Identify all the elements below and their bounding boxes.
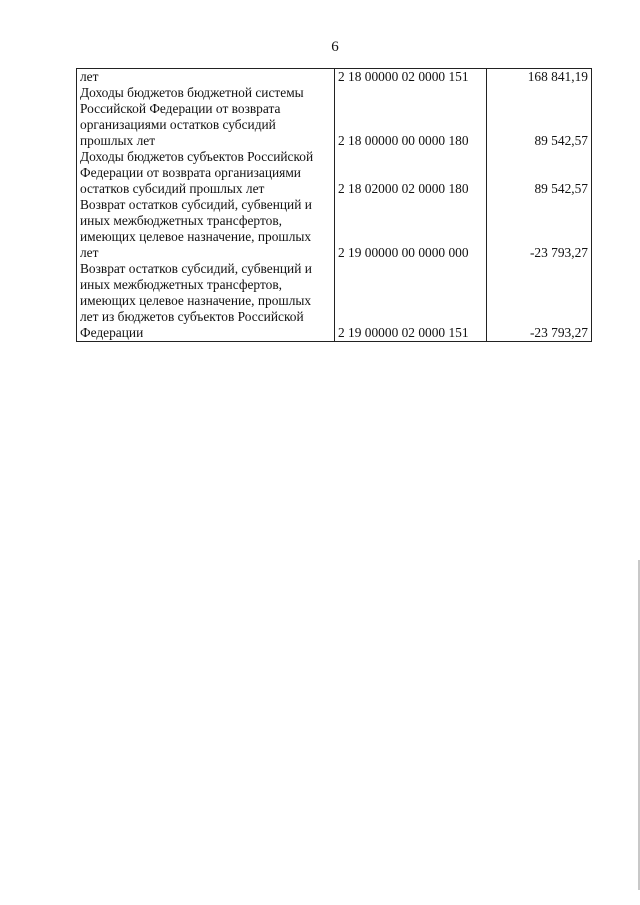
revenue-name-line: прошлых лет	[80, 133, 156, 148]
budget-code-cell: 2 19 00000 00 0000 000	[335, 197, 487, 261]
revenue-name-cell	[77, 85, 335, 149]
revenue-name-cell	[77, 261, 335, 342]
revenue-name-line: организациями остатков субсидий	[80, 117, 276, 132]
amount-cell: -23 793,27	[487, 197, 592, 261]
revenue-name-line: имеющих целевое назначение, прошлых	[80, 229, 312, 244]
revenue-name-line: Доходы бюджетов субъектов Российской	[80, 149, 314, 164]
revenue-name-line: иных межбюджетных трансфертов,	[80, 213, 282, 228]
table-row	[77, 261, 592, 342]
revenue-name-line: имеющих целевое назначение, прошлых	[80, 293, 312, 308]
amount-cell: 89 542,57	[487, 85, 592, 149]
revenue-name-line: лет из бюджетов субъектов Российской	[80, 309, 304, 324]
revenue-name-cell	[77, 149, 335, 197]
amount-cell: 168 841,19	[487, 69, 592, 86]
amount-cell: 89 542,57	[487, 149, 592, 197]
budget-code-cell: 2 19 00000 02 0000 151	[335, 261, 487, 342]
table-row	[77, 85, 592, 149]
revenue-name-line: лет	[80, 245, 99, 260]
revenue-name-cell	[77, 197, 335, 261]
revenue-name-line: остатков субсидий прошлых лет	[80, 181, 265, 196]
budget-code-cell: 2 18 00000 02 0000 151	[335, 69, 487, 86]
revenue-name-line: иных межбюджетных трансфертов,	[80, 277, 282, 292]
table-row	[77, 197, 592, 261]
revenue-name-line: Возврат остатков субсидий, субвенций и	[80, 197, 312, 212]
amount-cell: -23 793,27	[487, 261, 592, 342]
table-row	[77, 69, 592, 86]
table-row	[77, 149, 592, 197]
page-number: 6	[331, 39, 339, 55]
revenue-name-line: лет	[80, 69, 99, 84]
revenue-name-line: Федерации	[80, 325, 144, 340]
budget-code-cell: 2 18 00000 00 0000 180	[335, 85, 487, 149]
revenue-name-cell	[77, 69, 335, 86]
budget-revenue-table	[76, 68, 592, 342]
budget-code-cell: 2 18 02000 02 0000 180	[335, 149, 487, 197]
revenue-name-line: Федерации от возврата организациями	[80, 165, 301, 180]
revenue-name-line: Доходы бюджетов бюджетной системы	[80, 85, 304, 100]
revenue-name-line: Возврат остатков субсидий, субвенций и	[80, 261, 312, 276]
revenue-name-line: Российской Федерации от возврата	[80, 101, 281, 116]
